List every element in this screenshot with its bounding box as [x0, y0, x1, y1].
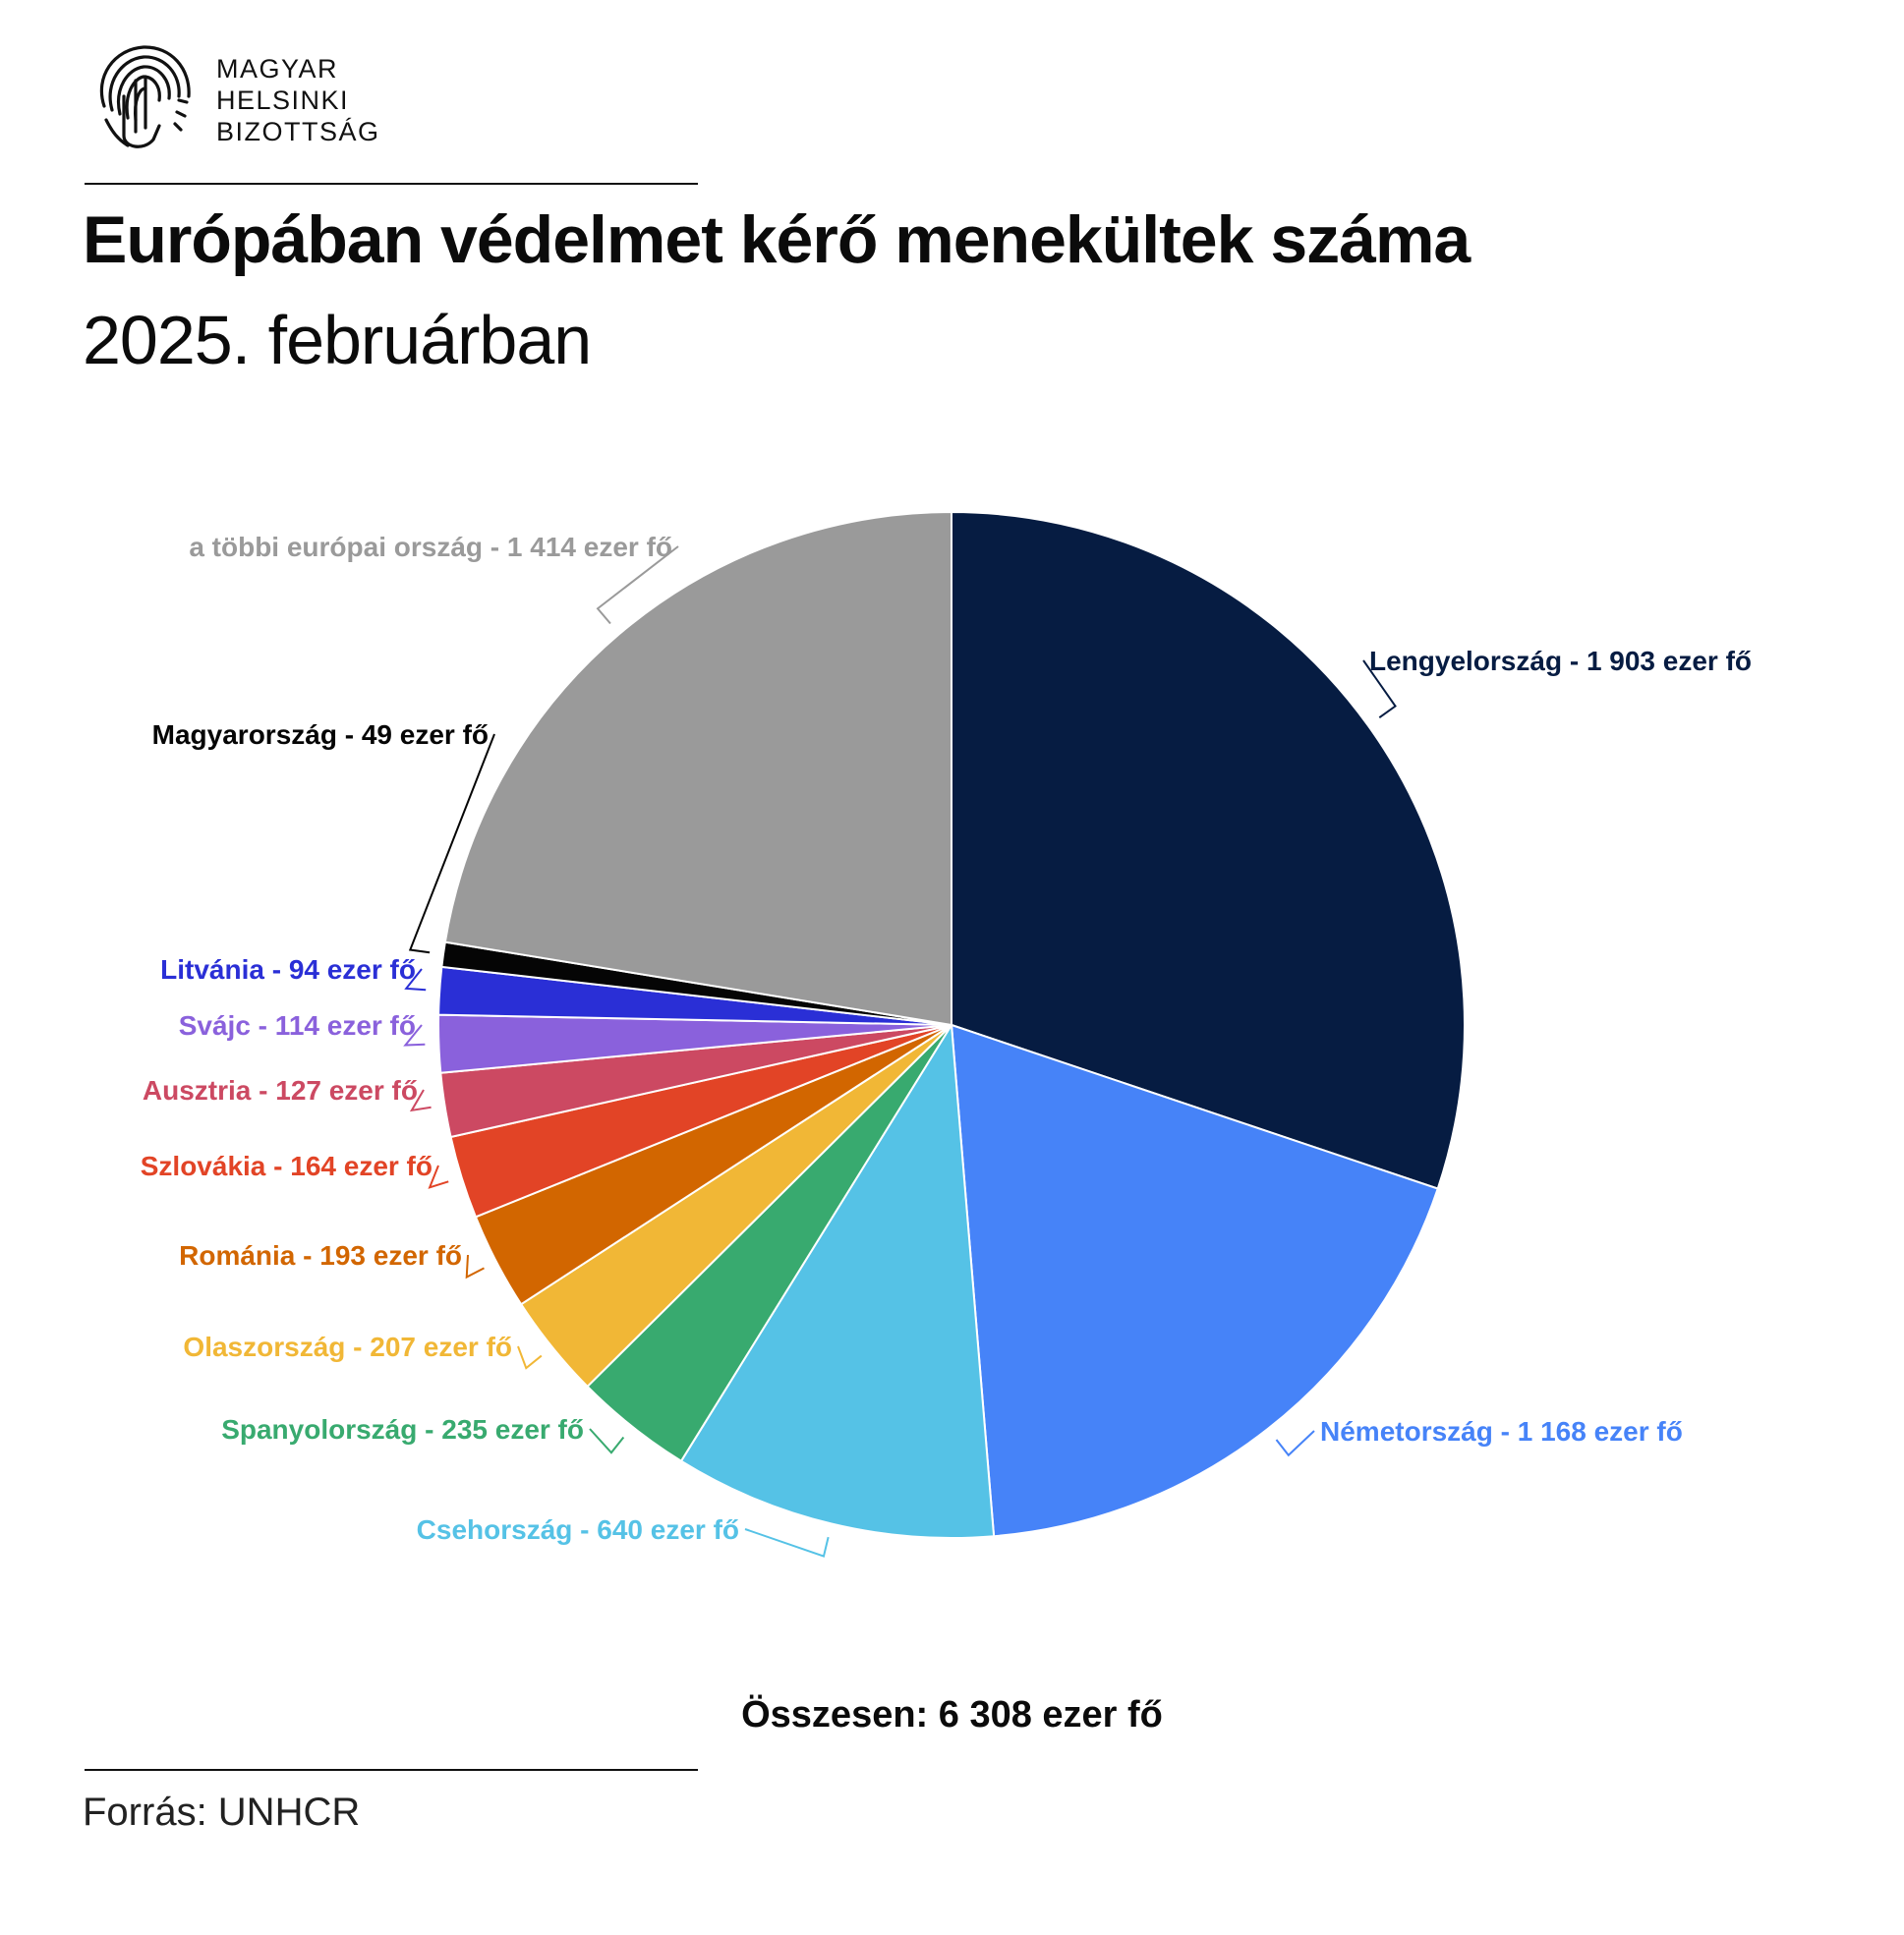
slice-leader-line-4	[590, 1429, 623, 1452]
org-line-2: HELSINKI	[216, 85, 350, 115]
total-label-text: Összesen: 6 308 ezer fő	[741, 1694, 1163, 1736]
chart-title: Európában védelmet kérő menekültek száma	[83, 202, 1471, 277]
slice-label-10: Litvánia - 94 ezer fő	[160, 954, 416, 985]
slice-leader-line-2	[1276, 1431, 1314, 1455]
source-note: Forrás: UNHCR	[83, 1791, 361, 1834]
slice-label-5: Olaszország - 207 ezer fő	[183, 1332, 512, 1362]
slice-label-3: Csehország - 640 ezer fő	[416, 1514, 739, 1545]
chart-subtitle: 2025. februárban	[83, 302, 592, 378]
org-line-3: BIZOTTSÁG	[216, 117, 380, 146]
slice-leader-line-6	[467, 1255, 485, 1278]
slice-label-7: Szlovákia - 164 ezer fő	[140, 1151, 433, 1181]
org-line-1: MAGYAR	[216, 54, 339, 84]
total-label	[0, 1694, 1904, 1736]
slice-leader-line-5	[518, 1346, 542, 1368]
slice-label-2: Németország - 1 168 ezer fő	[1320, 1416, 1683, 1447]
slice-label-8: Ausztria - 127 ezer fő	[142, 1075, 418, 1106]
bottom-divider	[85, 1769, 698, 1771]
slice-label-12: a többi európai ország - 1 414 ezer fő	[189, 532, 672, 562]
slice-label-9: Svájc - 114 ezer fő	[178, 1010, 416, 1041]
slice-label-4: Spanyolország - 235 ezer fő	[221, 1414, 584, 1445]
slice-leader-line-3	[745, 1529, 829, 1557]
pie-slice-12	[445, 512, 952, 1025]
slice-label-1: Lengyelország - 1 903 ezer fő	[1369, 646, 1753, 676]
slice-label-11: Magyarország - 49 ezer fő	[151, 719, 489, 750]
slice-label-6: Románia - 193 ezer fő	[179, 1240, 462, 1271]
